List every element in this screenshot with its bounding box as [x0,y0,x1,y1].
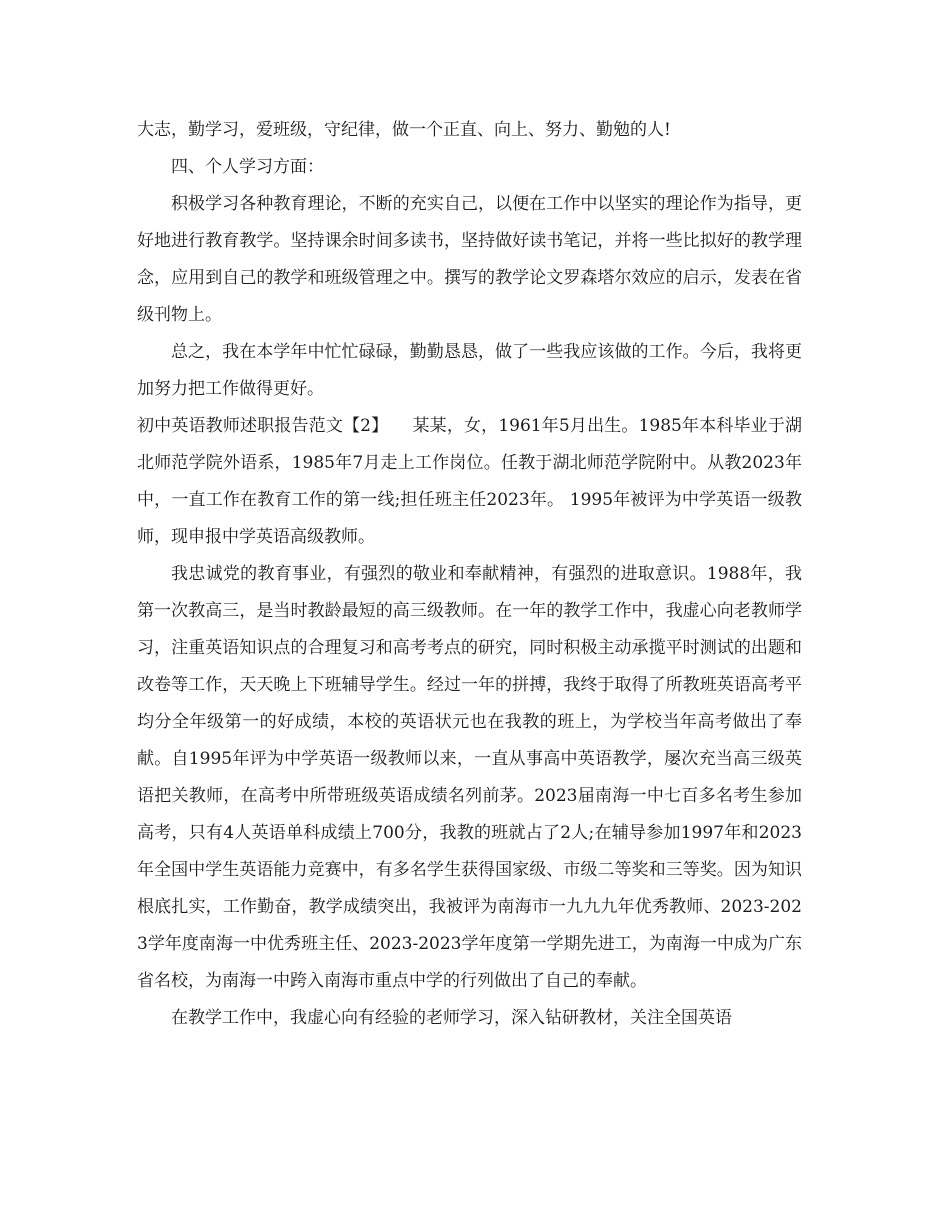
paragraph-achievements: 我忠诚党的教育事业，有强烈的敬业和奉献精神，有强烈的进取意识。1988年，我第一次教高三，是当时教龄最短的高三级教师。在一年的教学工作中，我虚心向老教师学习，注重英语知识点的合理复习和高考考点的研究，同时积极主动承揽平时测试的出题和改卷等工作，天天晚上下班辅导学生。经过一年的拼搏，我终于取得了所教班英语高考平均分全年级第一的好成绩，本校的英语状元也在我教的班上，为学校当年高考做出了奉献。自1995年评为中学英语一级教师以来，一直从事高中英语教学，屡次充当高三级英语把关教师，在高考中所带班级英语成绩名列前茅。2023届南海一中七百多名考生参加高考，只有4人英语单科成绩上700分，我教的班就占了2人;在辅导参加1997年和2023年全国中学生英语能力竞赛中，有多名学生获得国家级、市级二等奖和三等奖。因为知识根底扎实，工作勤奋，教学成绩突出，我被评为南海市一九九九年优秀教师、2023-2023学年度南海一中优秀班主任、2023-2023学年度第一学期先进工，为南海一中成为广东省名校，为南海一中跨入南海市重点中学的行列做出了自己的奉献。 [137,564,802,991]
paragraph-study-theory: 积极学习各种教育理论，不断的充实自己，以便在工作中以坚实的理论作为指导，更好地进行教育教学。坚持课余时间多读书，坚持做好读书笔记，并将一些比拟好的教学理念，应用到自己的教学和班级管理之中。撰写的教学论文罗森塔尔效应的启示，发表在省级刊物上。 [137,194,802,325]
section-heading-personal-study: 四、个人学习方面： [171,157,324,177]
paragraph-summary: 总之，我在本学年中忙忙碌碌，勤勤恳恳，做了一些我应该做的工作。今后，我将更加努力把工作做得更好。 [137,342,802,399]
paragraph-continuation: 大志，勤学习，爱班级，守纪律，做一个正直、向上、努力、勤勉的人! [137,120,671,140]
report-section [137,408,802,556]
report-title: 初中英语教师述职报告范文【2】 [137,416,389,436]
report-intro: 某某，女，1961年5月出生。1985年本科毕业于湖北师范学院外语系，1985年7月走上工作岗位。任教于湖北师范学院附中。从教2023年中，一直工作在教育工作的第一线;担任班主任2023年。 1995年被评为中学英语一级教师，现申报中学英语高级教师。 [137,416,803,547]
paragraph-teaching-work: 在教学工作中，我虚心向有经验的老师学习，深入钻研教材，关注全国英语 [171,1008,732,1028]
document-body [137,112,802,1037]
